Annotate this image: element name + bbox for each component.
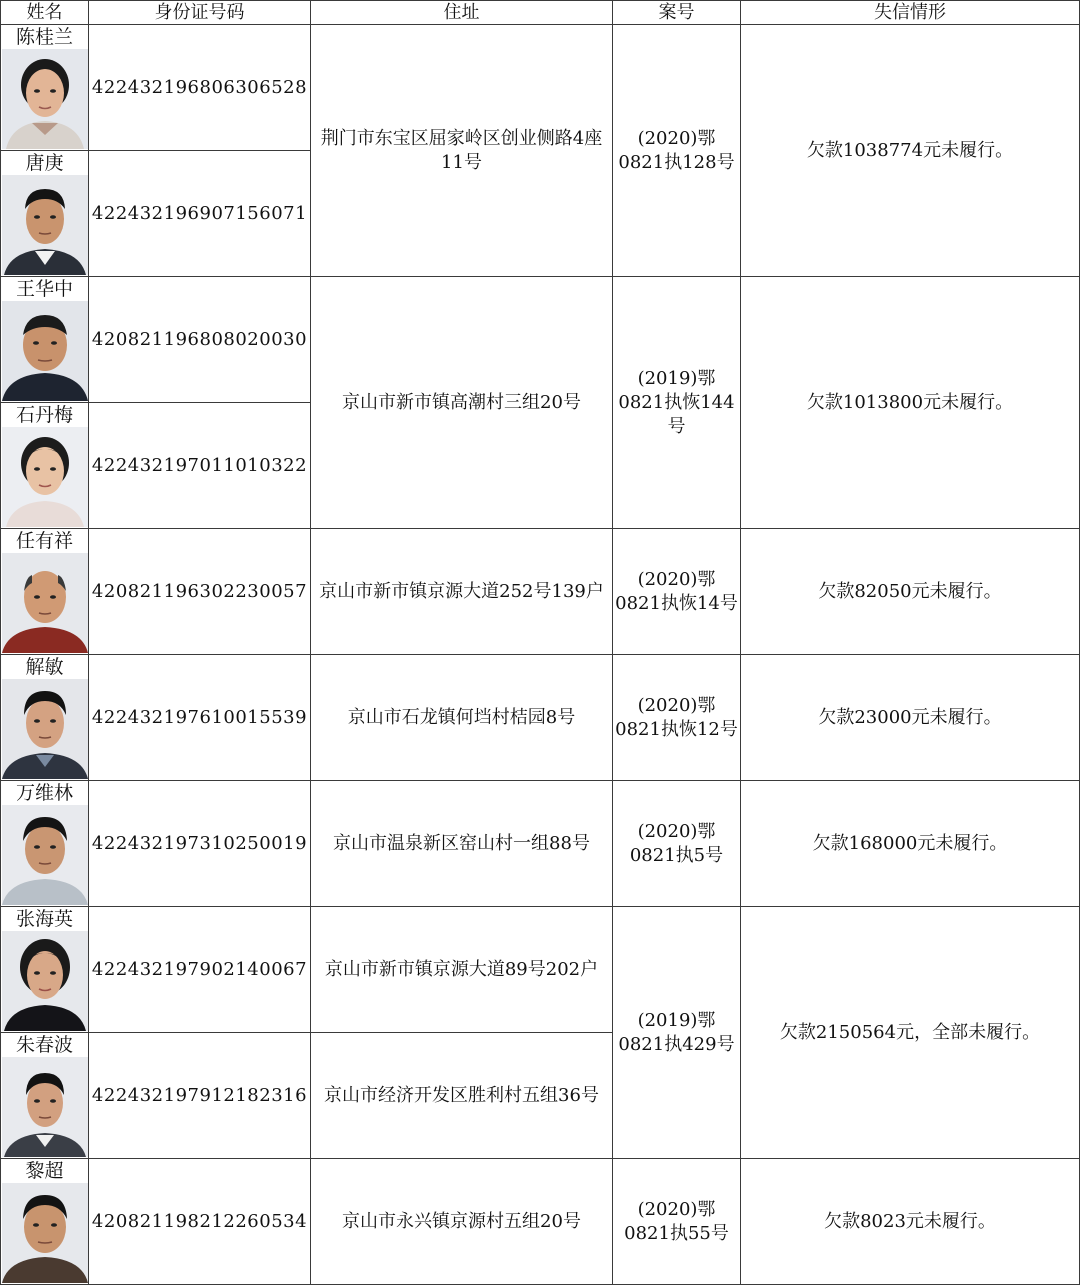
id-number: 422432197011010322 [89,403,311,529]
person-cell [1,1159,89,1285]
id-number: 420821196302230057 [89,529,311,655]
portrait-photo [2,679,88,779]
person-cell [1,907,89,1033]
address-cell: 京山市新市镇京源大道252号139户 [311,529,613,655]
person-name: 王华中 [15,278,73,300]
person-cell [1,151,89,277]
person-name: 张海英 [15,908,73,930]
table-row [1,781,1080,907]
header-id: 身份证号码 [89,1,311,25]
portrait-photo [2,1057,88,1157]
status-cell: 欠款2150564元，全部未履行。 [741,907,1080,1159]
header-row [1,1,1080,25]
id-number: 422432196806306528 [89,25,311,151]
person-cell [1,655,89,781]
portrait-photo [2,427,88,527]
case-number-cell: (2020)鄂0821执5号 [613,781,741,907]
status-cell: 欠款168000元未履行。 [741,781,1080,907]
id-number: 422432196907156071 [89,151,311,277]
portrait-photo [2,301,88,401]
table-row [1,529,1080,655]
person-cell [1,529,89,655]
id-number: 422432197912182316 [89,1033,311,1159]
person-name: 黎超 [25,1160,64,1182]
status-cell: 欠款8023元未履行。 [741,1159,1080,1285]
person-cell [1,403,89,529]
table-row [1,907,1080,1033]
id-number: 422432197310250019 [89,781,311,907]
id-number: 420821198212260534 [89,1159,311,1285]
header-address: 住址 [311,1,613,25]
address-cell: 京山市新市镇京源大道89号202户 [311,907,613,1033]
person-name: 解敏 [25,656,64,678]
case-number-cell: (2020)鄂0821执恢14号 [613,529,741,655]
person-name: 陈桂兰 [15,26,73,48]
portrait-photo [2,931,88,1031]
address-cell: 荆门市东宝区屈家岭区创业侧路4座11号 [311,25,613,277]
status-cell: 欠款82050元未履行。 [741,529,1080,655]
address-cell: 京山市永兴镇京源村五组20号 [311,1159,613,1285]
person-cell [1,781,89,907]
table-row [1,25,1080,151]
id-number: 422432197610015539 [89,655,311,781]
case-number-cell: (2019)鄂0821执429号 [613,907,741,1159]
case-number-cell: (2019)鄂0821执恢144号 [613,277,741,529]
person-name: 石丹梅 [15,404,73,426]
header-status: 失信情形 [741,1,1080,25]
portrait-photo [2,49,88,149]
case-number-cell: (2020)鄂0821执恢12号 [613,655,741,781]
status-cell: 欠款1013800元未履行。 [741,277,1080,529]
person-name: 任有祥 [15,530,73,552]
id-number: 420821196808020030 [89,277,311,403]
portrait-photo [2,553,88,653]
table-row [1,277,1080,403]
address-cell: 京山市温泉新区窑山村一组88号 [311,781,613,907]
person-cell [1,1033,89,1159]
table-row [1,1159,1080,1285]
person-name: 万维林 [15,782,73,804]
person-name: 唐庚 [25,152,64,174]
status-cell: 欠款23000元未履行。 [741,655,1080,781]
id-number: 422432197902140067 [89,907,311,1033]
portrait-photo [2,175,88,275]
portrait-photo [2,1183,88,1283]
status-cell: 欠款1038774元未履行。 [741,25,1080,277]
table-row [1,655,1080,781]
address-cell: 京山市经济开发区胜利村五组36号 [311,1033,613,1159]
address-cell: 京山市新市镇高潮村三组20号 [311,277,613,529]
person-cell [1,25,89,151]
header-name: 姓名 [1,1,89,25]
case-number-cell: (2020)鄂0821执55号 [613,1159,741,1285]
address-cell: 京山市石龙镇何垱村桔园8号 [311,655,613,781]
person-cell [1,277,89,403]
header-case: 案号 [613,1,741,25]
case-number-cell: (2020)鄂0821执128号 [613,25,741,277]
portrait-photo [2,805,88,905]
person-name: 朱春波 [15,1034,73,1056]
